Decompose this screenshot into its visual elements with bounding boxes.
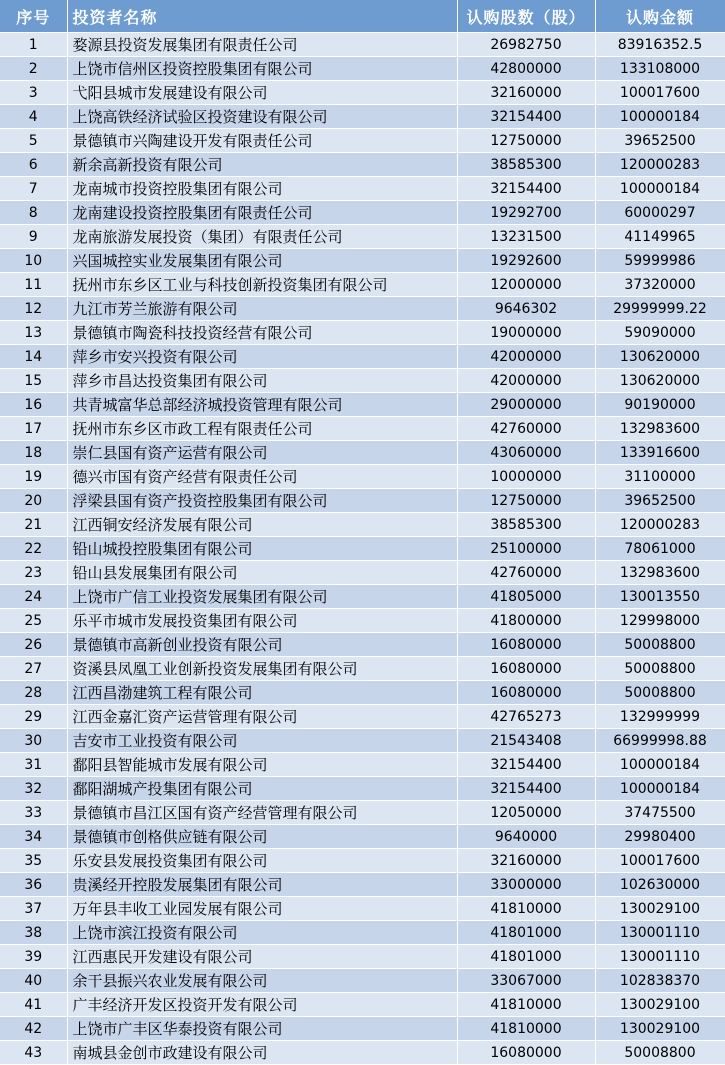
row-index: 23: [0, 561, 67, 585]
investor-name: 乐安县发展投资集团有限公司: [67, 849, 457, 873]
investor-name: 龙南旅游发展投资（集团）有限责任公司: [67, 225, 457, 249]
subscribed-shares: 41805000: [457, 585, 595, 609]
subscribed-shares: 19000000: [457, 321, 595, 345]
subscribed-amount: 133916600: [595, 441, 725, 465]
row-index: 24: [0, 585, 67, 609]
subscribed-shares: 41801000: [457, 921, 595, 945]
investor-name: 崇仁县国有资产运营有限公司: [67, 441, 457, 465]
investor-name: 共青城富华总部经济城投资管理有限公司: [67, 393, 457, 417]
row-index: 39: [0, 945, 67, 969]
subscribed-amount: 59090000: [595, 321, 725, 345]
subscribed-amount: 37475500: [595, 801, 725, 825]
row-index: 6: [0, 153, 67, 177]
investor-name: 上饶市信州区投资控股集团有限公司: [67, 57, 457, 81]
row-index: 15: [0, 369, 67, 393]
subscribed-amount: 130029100: [595, 993, 725, 1017]
subscribed-amount: 100000184: [595, 105, 725, 129]
subscribed-shares: 42000000: [457, 345, 595, 369]
row-index: 3: [0, 81, 67, 105]
table-row: [0, 873, 725, 897]
table-row: [0, 465, 725, 489]
table-row: [0, 369, 725, 393]
row-index: 25: [0, 609, 67, 633]
subscribed-amount: 66999998.88: [595, 729, 725, 753]
investor-name: 鄱阳湖城产投集团有限公司: [67, 777, 457, 801]
subscribed-amount: 120000283: [595, 153, 725, 177]
subscribed-amount: 90190000: [595, 393, 725, 417]
subscribed-amount: 50008800: [595, 681, 725, 705]
row-index: 37: [0, 897, 67, 921]
investor-name: 景德镇市高新创业投资有限公司: [67, 633, 457, 657]
table-row: [0, 705, 725, 729]
table-row: [0, 993, 725, 1017]
investor-name: 鄱阳县智能城市发展有限公司: [67, 753, 457, 777]
table-row: [0, 153, 725, 177]
subscribed-amount: 37320000: [595, 273, 725, 297]
table-row: [0, 273, 725, 297]
table-row: [0, 657, 725, 681]
row-index: 42: [0, 1017, 67, 1041]
subscribed-shares: 42760000: [457, 417, 595, 441]
row-index: 17: [0, 417, 67, 441]
subscribed-shares: 16080000: [457, 681, 595, 705]
investor-name: 江西惠民开发建设有限公司: [67, 945, 457, 969]
table-row: [0, 177, 725, 201]
table-row: [0, 633, 725, 657]
investor-name: 浮梁县国有资产投资控股集团有限公司: [67, 489, 457, 513]
table-row: [0, 897, 725, 921]
header-investor-name: 投资者名称: [67, 0, 457, 33]
subscribed-amount: 59999986: [595, 249, 725, 273]
subscribed-amount: 130001110: [595, 921, 725, 945]
header-row: [0, 0, 725, 33]
row-index: 14: [0, 345, 67, 369]
row-index: 36: [0, 873, 67, 897]
table-row: [0, 57, 725, 81]
subscribed-shares: 16080000: [457, 657, 595, 681]
subscribed-shares: 10000000: [457, 465, 595, 489]
row-index: 9: [0, 225, 67, 249]
subscribed-shares: 32154400: [457, 753, 595, 777]
table-row: [0, 225, 725, 249]
table-body: [0, 33, 725, 1065]
row-index: 5: [0, 129, 67, 153]
investor-name: 景德镇市昌江区国有资产经营管理有限公司: [67, 801, 457, 825]
investor-name: 抚州市东乡区工业与科技创新投资集团有限公司: [67, 273, 457, 297]
subscribed-shares: 41810000: [457, 993, 595, 1017]
subscribed-shares: 32160000: [457, 81, 595, 105]
subscribed-amount: 130620000: [595, 345, 725, 369]
table-row: [0, 417, 725, 441]
subscribed-amount: 41149965: [595, 225, 725, 249]
subscribed-amount: 60000297: [595, 201, 725, 225]
investor-name: 资溪县凤凰工业创新投资发展集团有限公司: [67, 657, 457, 681]
row-index: 12: [0, 297, 67, 321]
investor-name: 龙南城市投资控股集团有限公司: [67, 177, 457, 201]
row-index: 13: [0, 321, 67, 345]
subscribed-amount: 83916352.5: [595, 33, 725, 57]
subscribed-amount: 102838370: [595, 969, 725, 993]
investor-name: 乐平市城市发展投资集团有限公司: [67, 609, 457, 633]
table-row: [0, 729, 725, 753]
header-subscribed-shares: 认购股数（股）: [457, 0, 595, 33]
table-row: [0, 801, 725, 825]
table-row: [0, 345, 725, 369]
row-index: 30: [0, 729, 67, 753]
table-row: [0, 201, 725, 225]
row-index: 34: [0, 825, 67, 849]
investor-name: 萍乡市昌达投资集团有限公司: [67, 369, 457, 393]
subscribed-amount: 130001110: [595, 945, 725, 969]
investor-name: 萍乡市安兴投资有限公司: [67, 345, 457, 369]
investor-name: 江西昌渤建筑工程有限公司: [67, 681, 457, 705]
table-row: [0, 105, 725, 129]
investor-name: 余干县振兴农业发展有限公司: [67, 969, 457, 993]
table-row: [0, 297, 725, 321]
row-index: 19: [0, 465, 67, 489]
table-row: [0, 489, 725, 513]
row-index: 7: [0, 177, 67, 201]
subscribed-amount: 50008800: [595, 633, 725, 657]
subscribed-shares: 41800000: [457, 609, 595, 633]
investor-name: 万年县丰收工业园发展有限公司: [67, 897, 457, 921]
table-row: [0, 753, 725, 777]
subscribed-shares: 19292700: [457, 201, 595, 225]
table-row: [0, 129, 725, 153]
row-index: 18: [0, 441, 67, 465]
subscribed-shares: 12050000: [457, 801, 595, 825]
table-row: [0, 945, 725, 969]
subscribed-amount: 100000184: [595, 177, 725, 201]
table-row: [0, 609, 725, 633]
row-index: 27: [0, 657, 67, 681]
investor-name: 江西金嘉汇资产运营管理有限公司: [67, 705, 457, 729]
row-index: 21: [0, 513, 67, 537]
subscribed-shares: 13231500: [457, 225, 595, 249]
investor-name: 九江市芳兰旅游有限公司: [67, 297, 457, 321]
investor-name: 德兴市国有资产经营有限责任公司: [67, 465, 457, 489]
investor-name: 上饶市广丰区华泰投资有限公司: [67, 1017, 457, 1041]
table-row: [0, 33, 725, 57]
investor-name: 景德镇市创格供应链有限公司: [67, 825, 457, 849]
investor-name: 上饶高铁经济试验区投资建设有限公司: [67, 105, 457, 129]
subscribed-amount: 130029100: [595, 1017, 725, 1041]
table-row: [0, 561, 725, 585]
subscribed-shares: 9646302: [457, 297, 595, 321]
investor-name: 抚州市东乡区市政工程有限责任公司: [67, 417, 457, 441]
subscribed-shares: 38585300: [457, 513, 595, 537]
subscribed-shares: 9640000: [457, 825, 595, 849]
subscribed-amount: 100017600: [595, 849, 725, 873]
subscribed-shares: 21543408: [457, 729, 595, 753]
subscribed-shares: 42765273: [457, 705, 595, 729]
investor-name: 铅山城投控股集团有限公司: [67, 537, 457, 561]
subscribed-amount: 133108000: [595, 57, 725, 81]
subscribed-shares: 12750000: [457, 489, 595, 513]
subscribed-shares: 12000000: [457, 273, 595, 297]
investor-name: 新余高新投资有限公司: [67, 153, 457, 177]
subscribed-amount: 50008800: [595, 657, 725, 681]
subscribed-amount: 39652500: [595, 129, 725, 153]
row-index: 41: [0, 993, 67, 1017]
subscribed-amount: 78061000: [595, 537, 725, 561]
table-row: [0, 969, 725, 993]
subscribed-amount: 100000184: [595, 753, 725, 777]
table-row: [0, 441, 725, 465]
subscribed-shares: 41810000: [457, 1017, 595, 1041]
table-row: [0, 249, 725, 273]
subscribed-amount: 132983600: [595, 561, 725, 585]
investor-name: 婺源县投资发展集团有限责任公司: [67, 33, 457, 57]
subscribed-shares: 16080000: [457, 633, 595, 657]
investor-name: 广丰经济开发区投资开发有限公司: [67, 993, 457, 1017]
subscribed-shares: 32160000: [457, 849, 595, 873]
subscribed-amount: 130013550: [595, 585, 725, 609]
table-row: [0, 321, 725, 345]
table-row: [0, 1017, 725, 1041]
subscribed-shares: 32154400: [457, 105, 595, 129]
investor-name: 上饶市广信工业投资发展集团有限公司: [67, 585, 457, 609]
row-index: 20: [0, 489, 67, 513]
investor-name: 铅山县发展集团有限公司: [67, 561, 457, 585]
row-index: 35: [0, 849, 67, 873]
row-index: 1: [0, 33, 67, 57]
table-row: [0, 81, 725, 105]
subscribed-shares: 33000000: [457, 873, 595, 897]
investor-name: 吉安市工业投资有限公司: [67, 729, 457, 753]
row-index: 40: [0, 969, 67, 993]
table-row: [0, 537, 725, 561]
subscribed-shares: 29000000: [457, 393, 595, 417]
subscribed-shares: 32154400: [457, 777, 595, 801]
row-index: 26: [0, 633, 67, 657]
subscribed-shares: 16080000: [457, 1041, 595, 1065]
investor-name: 上饶市滨江投资有限公司: [67, 921, 457, 945]
row-index: 32: [0, 777, 67, 801]
subscribed-shares: 43060000: [457, 441, 595, 465]
investor-name: 景德镇市陶瓷科技投资经营有限公司: [67, 321, 457, 345]
investor-name: 景德镇市兴陶建设开发有限责任公司: [67, 129, 457, 153]
subscribed-shares: 26982750: [457, 33, 595, 57]
subscribed-shares: 33067000: [457, 969, 595, 993]
investor-name: 江西铜安经济发展有限公司: [67, 513, 457, 537]
table-row: [0, 1041, 725, 1065]
subscribed-shares: 19292600: [457, 249, 595, 273]
subscribed-shares: 38585300: [457, 153, 595, 177]
table-row: [0, 849, 725, 873]
table-row: [0, 513, 725, 537]
subscribed-shares: 41810000: [457, 897, 595, 921]
row-index: 28: [0, 681, 67, 705]
subscribed-shares: 32154400: [457, 177, 595, 201]
subscribed-amount: 39652500: [595, 489, 725, 513]
table-row: [0, 393, 725, 417]
subscribed-amount: 100017600: [595, 81, 725, 105]
subscribed-amount: 50008800: [595, 1041, 725, 1065]
subscribed-shares: 25100000: [457, 537, 595, 561]
row-index: 38: [0, 921, 67, 945]
table-row: [0, 777, 725, 801]
subscribed-shares: 41801000: [457, 945, 595, 969]
investor-name: 龙南建设投资控股集团有限责任公司: [67, 201, 457, 225]
subscribed-amount: 120000283: [595, 513, 725, 537]
subscribed-amount: 29980400: [595, 825, 725, 849]
row-index: 10: [0, 249, 67, 273]
subscribed-shares: 12750000: [457, 129, 595, 153]
row-index: 2: [0, 57, 67, 81]
investor-name: 弋阳县城市发展建设有限公司: [67, 81, 457, 105]
subscribed-amount: 132983600: [595, 417, 725, 441]
row-index: 43: [0, 1041, 67, 1065]
row-index: 31: [0, 753, 67, 777]
table-row: [0, 825, 725, 849]
subscribed-amount: 102630000: [595, 873, 725, 897]
row-index: 8: [0, 201, 67, 225]
row-index: 29: [0, 705, 67, 729]
subscribed-amount: 29999999.22: [595, 297, 725, 321]
table-row: [0, 585, 725, 609]
subscribed-shares: 42760000: [457, 561, 595, 585]
subscribed-amount: 129998000: [595, 609, 725, 633]
table-row: [0, 681, 725, 705]
header-subscribed-amount: 认购金额: [595, 0, 725, 33]
subscribed-shares: 42000000: [457, 369, 595, 393]
investor-name: 兴国城控实业发展集团有限公司: [67, 249, 457, 273]
subscribed-amount: 132999999: [595, 705, 725, 729]
table-row: [0, 921, 725, 945]
subscribed-amount: 31100000: [595, 465, 725, 489]
subscribed-amount: 130620000: [595, 369, 725, 393]
subscribed-amount: 130029100: [595, 897, 725, 921]
row-index: 11: [0, 273, 67, 297]
investor-name: 贵溪经开控股发展集团有限公司: [67, 873, 457, 897]
row-index: 4: [0, 105, 67, 129]
row-index: 22: [0, 537, 67, 561]
subscribed-shares: 42800000: [457, 57, 595, 81]
subscribed-amount: 100000184: [595, 777, 725, 801]
row-index: 16: [0, 393, 67, 417]
investor-name: 南城县金创市政建设有限公司: [67, 1041, 457, 1065]
row-index: 33: [0, 801, 67, 825]
header-index: 序号: [0, 0, 67, 33]
